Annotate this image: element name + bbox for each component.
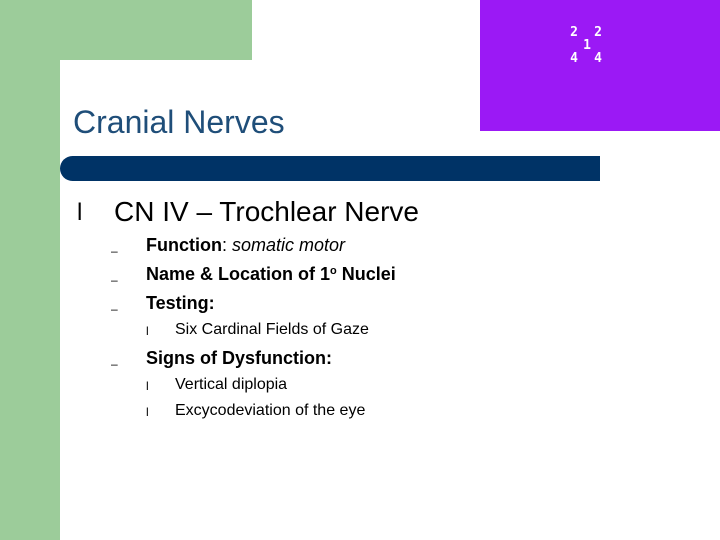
- slide-title: Cranial Nerves: [73, 104, 285, 140]
- dash-marker: –: [111, 273, 118, 287]
- left-green-band: [0, 0, 60, 540]
- dash-marker: –: [111, 244, 118, 258]
- function-item: [146, 235, 345, 256]
- logo-glyph: 1: [583, 38, 591, 53]
- testing-sub-item: Six Cardinal Fields of Gaze: [175, 321, 369, 338]
- top-green-band: [0, 0, 252, 60]
- bullet-heading: CN IV – Trochlear Nerve: [114, 196, 419, 227]
- logo-glyph: 4: [594, 51, 602, 66]
- dash-marker: –: [111, 357, 118, 371]
- function-value: somatic motor: [232, 235, 346, 255]
- superscript-o: o: [330, 265, 337, 277]
- dysfunction-item: Signs of Dysfunction:: [146, 348, 332, 368]
- sub-bullet-marker: l: [146, 379, 149, 393]
- logo-glyph: 2: [570, 25, 578, 40]
- function-colon: :: [221, 235, 232, 255]
- testing-item: Testing:: [146, 293, 215, 313]
- dash-marker: –: [111, 302, 118, 316]
- dysfunction-sub-item: Vertical diplopia: [175, 376, 288, 393]
- title-underline-bar: [60, 156, 600, 181]
- nuclei-text: Name & Location of 1: [146, 264, 331, 284]
- logo-glyph: 4: [570, 51, 578, 66]
- function-label: Function: [146, 235, 222, 255]
- nuclei-item: [146, 264, 396, 285]
- sub-bullet-marker: l: [146, 405, 149, 419]
- bullet-marker: l: [77, 199, 83, 226]
- sub-bullet-marker: l: [146, 324, 149, 338]
- logo-icon: [563, 22, 611, 66]
- dysfunction-sub-item: Excycodeviation of the eye: [175, 402, 366, 419]
- nuclei-suffix: Nuclei: [336, 264, 396, 284]
- logo-glyph: 2: [594, 25, 602, 40]
